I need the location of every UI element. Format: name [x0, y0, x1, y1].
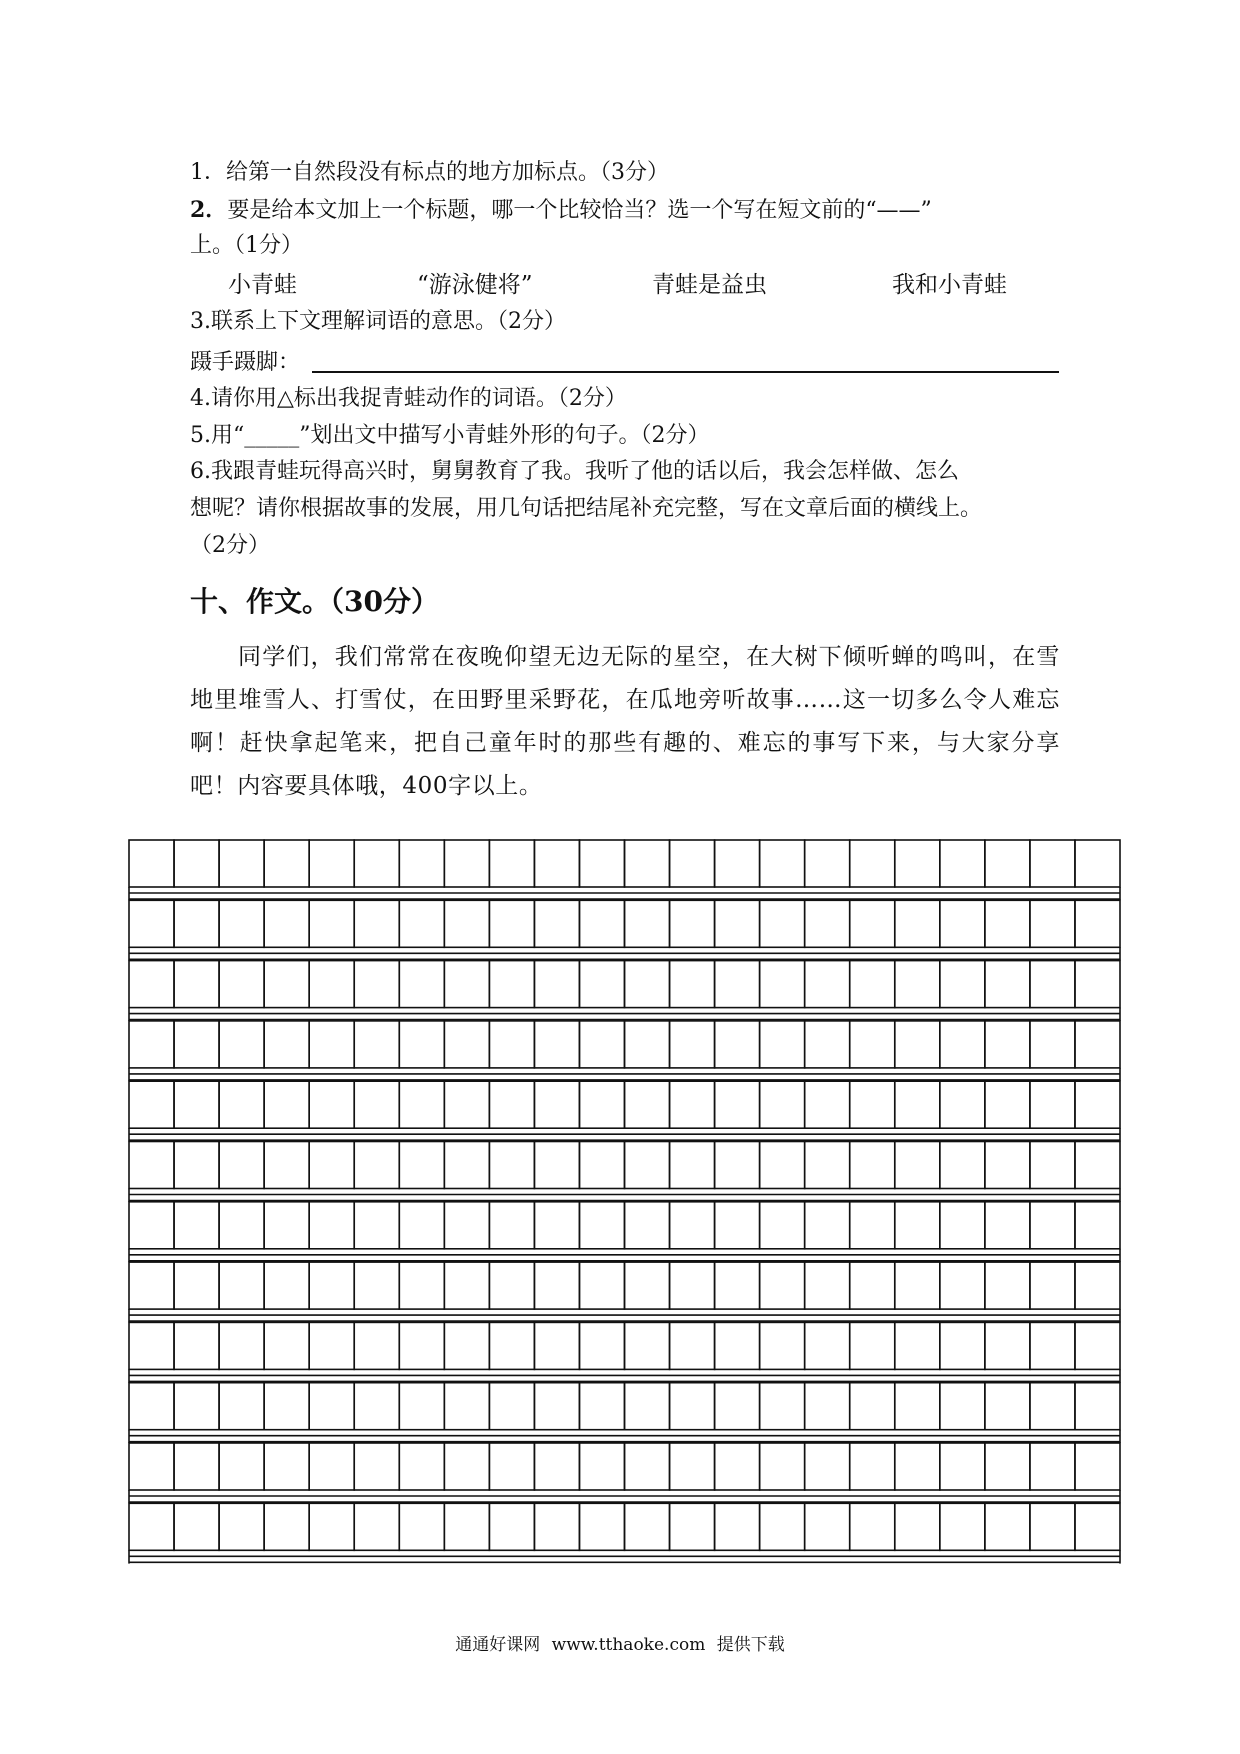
grid-cell[interactable] [354, 961, 399, 1008]
grid-cell[interactable] [670, 840, 715, 887]
grid-cell[interactable] [805, 1142, 850, 1189]
grid-cell[interactable] [219, 1262, 264, 1309]
grid-cell[interactable] [579, 1081, 624, 1128]
grid-cell[interactable] [444, 1021, 489, 1068]
grid-cell[interactable] [354, 1262, 399, 1309]
grid-cell[interactable] [309, 961, 354, 1008]
grid-cell[interactable] [670, 900, 715, 947]
grid-cell[interactable] [579, 1503, 624, 1550]
grid-cell[interactable] [129, 1202, 174, 1249]
grid-cell[interactable] [805, 1021, 850, 1068]
grid-cell[interactable] [399, 1021, 444, 1068]
grid-cell[interactable] [489, 1202, 534, 1249]
grid-cell[interactable] [1075, 1443, 1120, 1490]
grid-cell[interactable] [1030, 1262, 1075, 1309]
grid-cell[interactable] [174, 840, 219, 887]
question-2-text: 要是给本文加上一个标题，哪一个比较恰当？选一个写在短文前的“——” [227, 198, 932, 223]
grid-cell[interactable] [354, 1383, 399, 1430]
grid-cell[interactable] [1030, 1503, 1075, 1550]
grid-cell[interactable] [895, 1383, 940, 1430]
grid-cell[interactable] [264, 1503, 309, 1550]
grid-cell[interactable] [940, 1443, 985, 1490]
grid-cell[interactable] [895, 1081, 940, 1128]
footer [0, 1633, 1240, 1657]
grid-cell[interactable] [534, 1443, 579, 1490]
grid-cell[interactable] [174, 1081, 219, 1128]
grid-cell[interactable] [489, 1322, 534, 1369]
grid-cell[interactable] [264, 1443, 309, 1490]
grid-cell[interactable] [850, 1262, 895, 1309]
grid-cell[interactable] [805, 1081, 850, 1128]
grid-cell[interactable] [805, 1322, 850, 1369]
grid-cell[interactable] [760, 1081, 805, 1128]
grid-cell[interactable] [264, 1142, 309, 1189]
grid-cell[interactable] [219, 1021, 264, 1068]
grid-cell[interactable] [264, 1021, 309, 1068]
grid-cell[interactable] [309, 1142, 354, 1189]
grid-cell[interactable] [985, 1383, 1030, 1430]
grid-cell[interactable] [1075, 961, 1120, 1008]
grid-cell[interactable] [670, 1202, 715, 1249]
footer-site: 通通好课网 [455, 1635, 541, 1655]
grid-cell[interactable] [129, 1142, 174, 1189]
grid-cell[interactable] [625, 1322, 670, 1369]
grid-cell[interactable] [489, 1383, 534, 1430]
grid-cell[interactable] [399, 840, 444, 887]
grid-cell[interactable] [670, 1322, 715, 1369]
grid-cell[interactable] [895, 900, 940, 947]
grid-cell[interactable] [625, 1383, 670, 1430]
grid-cell[interactable] [1030, 1142, 1075, 1189]
grid-row [129, 840, 1120, 900]
grid-cell[interactable] [129, 961, 174, 1008]
grid-cell[interactable] [895, 840, 940, 887]
grid-cell[interactable] [129, 1021, 174, 1068]
grid-cell[interactable] [399, 1383, 444, 1430]
grid-cell[interactable] [850, 1443, 895, 1490]
grid-row [129, 1383, 1120, 1443]
grid-cell[interactable] [174, 1383, 219, 1430]
grid-cell[interactable] [715, 1202, 760, 1249]
grid-cell[interactable] [1075, 1081, 1120, 1128]
grid-cell[interactable] [625, 1081, 670, 1128]
grid-cell[interactable] [129, 1262, 174, 1309]
grid-cell[interactable] [715, 1503, 760, 1550]
grid-cell[interactable] [489, 840, 534, 887]
option-4: 我和小青蛙 [892, 272, 1007, 298]
grid-cell[interactable] [444, 1443, 489, 1490]
grid-row [129, 1021, 1120, 1081]
grid-cell[interactable] [1030, 1443, 1075, 1490]
grid-cell[interactable] [985, 1142, 1030, 1189]
grid-cell[interactable] [850, 961, 895, 1008]
grid-cell[interactable] [670, 1503, 715, 1550]
grid-cell[interactable] [444, 1202, 489, 1249]
grid-cell[interactable] [579, 1383, 624, 1430]
grid-cell[interactable] [489, 1262, 534, 1309]
option-3: 青蛙是益虫 [652, 272, 767, 298]
grid-cell[interactable] [444, 900, 489, 947]
grid-cell[interactable] [579, 1202, 624, 1249]
grid-row [129, 1081, 1120, 1141]
grid-cell[interactable] [985, 1503, 1030, 1550]
composition-title: 十、作文。（30分） [190, 585, 439, 618]
grid-cell[interactable] [1030, 1081, 1075, 1128]
grid-cell[interactable] [174, 1202, 219, 1249]
grid-cell[interactable] [129, 1081, 174, 1128]
option-1: 小青蛙 [228, 272, 297, 298]
grid-cell[interactable] [760, 1142, 805, 1189]
grid-cell[interactable] [129, 1322, 174, 1369]
grid-cell[interactable] [625, 840, 670, 887]
grid-cell[interactable] [625, 1443, 670, 1490]
grid-cell[interactable] [534, 1503, 579, 1550]
grid-cell[interactable] [354, 1021, 399, 1068]
question-6-line-2: 想呢？请你根据故事的发展，用几句话把结尾补充完整，写在文章后面的横线上。 [190, 496, 983, 521]
grid-cell[interactable] [940, 1262, 985, 1309]
grid-cell[interactable] [850, 900, 895, 947]
grid-cell[interactable] [489, 1503, 534, 1550]
grid-cell[interactable] [174, 961, 219, 1008]
grid-cell[interactable] [850, 840, 895, 887]
grid-cell[interactable] [985, 1322, 1030, 1369]
grid-cell[interactable] [399, 1443, 444, 1490]
grid-cell[interactable] [264, 1383, 309, 1430]
grid-cell[interactable] [940, 1322, 985, 1369]
grid-cell[interactable] [850, 1202, 895, 1249]
grid-cell[interactable] [1075, 1021, 1120, 1068]
grid-cell[interactable] [805, 840, 850, 887]
grid-cell[interactable] [309, 1383, 354, 1430]
grid-cell[interactable] [760, 1322, 805, 1369]
grid-cell[interactable] [985, 1262, 1030, 1309]
grid-cell[interactable] [805, 961, 850, 1008]
grid-row [129, 1262, 1120, 1322]
grid-cell[interactable] [444, 1322, 489, 1369]
grid-cell[interactable] [670, 1021, 715, 1068]
grid-cell[interactable] [985, 1081, 1030, 1128]
grid-cell[interactable] [895, 1262, 940, 1309]
grid-cell[interactable] [399, 1322, 444, 1369]
grid-cell[interactable] [1075, 1322, 1120, 1369]
grid-cell[interactable] [129, 840, 174, 887]
grid-cell[interactable] [354, 1443, 399, 1490]
grid-cell[interactable] [354, 1503, 399, 1550]
grid-cell[interactable] [670, 1443, 715, 1490]
grid-cell[interactable] [579, 900, 624, 947]
grid-cell[interactable] [760, 900, 805, 947]
grid-cell[interactable] [1030, 1383, 1075, 1430]
grid-cell[interactable] [219, 1142, 264, 1189]
grid-cell[interactable] [444, 961, 489, 1008]
grid-cell[interactable] [219, 1081, 264, 1128]
grid-cell[interactable] [534, 1081, 579, 1128]
grid-cell[interactable] [850, 1503, 895, 1550]
grid-cell[interactable] [850, 1081, 895, 1128]
grid-cell[interactable] [805, 1202, 850, 1249]
grid-cell[interactable] [174, 1021, 219, 1068]
grid-cell[interactable] [715, 1142, 760, 1189]
grid-cell[interactable] [805, 900, 850, 947]
grid-cell[interactable] [625, 1142, 670, 1189]
grid-cell[interactable] [174, 1443, 219, 1490]
grid-cell[interactable] [534, 1383, 579, 1430]
question-5: 5.用“_____”划出文中描写小青蛙外形的句子。（2分） [190, 423, 710, 448]
grid-cell[interactable] [579, 840, 624, 887]
grid-cell[interactable] [670, 1081, 715, 1128]
grid-row [129, 1503, 1120, 1563]
grid-cell[interactable] [760, 1021, 805, 1068]
grid-cell[interactable] [715, 961, 760, 1008]
grid-cell[interactable] [1030, 840, 1075, 887]
grid-cell[interactable] [444, 840, 489, 887]
grid-cell[interactable] [354, 840, 399, 887]
grid-cell[interactable] [264, 1202, 309, 1249]
grid-cell[interactable] [895, 961, 940, 1008]
grid-row [129, 1202, 1120, 1262]
grid-cell[interactable] [760, 1262, 805, 1309]
grid-cell[interactable] [399, 1262, 444, 1309]
question-6-line-1: 6.我跟青蛙玩得高兴时，舅舅教育了我。我听了他的话以后，我会怎样做、怎么 [190, 459, 959, 484]
grid-cell[interactable] [129, 1503, 174, 1550]
grid-cell[interactable] [985, 961, 1030, 1008]
grid-cell[interactable] [174, 1503, 219, 1550]
grid-cell[interactable] [625, 961, 670, 1008]
grid-cell[interactable] [940, 840, 985, 887]
grid-cell[interactable] [1030, 1322, 1075, 1369]
grid-cell[interactable] [715, 1443, 760, 1490]
grid-cell[interactable] [579, 1021, 624, 1068]
grid-cell[interactable] [129, 1443, 174, 1490]
grid-cell[interactable] [264, 1081, 309, 1128]
grid-cell[interactable] [760, 1202, 805, 1249]
grid-cell[interactable] [670, 1262, 715, 1309]
question-6-line-3: （2分） [190, 533, 270, 558]
grid-cell[interactable] [895, 1322, 940, 1369]
grid-cell[interactable] [715, 1262, 760, 1309]
grid-cell[interactable] [219, 1202, 264, 1249]
grid-cell[interactable] [1030, 900, 1075, 947]
grid-cell[interactable] [309, 1021, 354, 1068]
grid-cell[interactable] [1030, 961, 1075, 1008]
grid-row [129, 1322, 1120, 1382]
grid-cell[interactable] [354, 900, 399, 947]
grid-cell[interactable] [309, 1503, 354, 1550]
grid-cell[interactable] [219, 840, 264, 887]
grid-cell[interactable] [309, 1443, 354, 1490]
question-1: 1．给第一自然段没有标点的地方加标点。（3分） [190, 160, 669, 185]
grid-cell[interactable] [940, 961, 985, 1008]
grid-cell[interactable] [309, 1081, 354, 1128]
grid-cell[interactable] [850, 1142, 895, 1189]
grid-cell[interactable] [264, 1262, 309, 1309]
grid-cell[interactable] [895, 1021, 940, 1068]
grid-cell[interactable] [715, 1081, 760, 1128]
grid-cell[interactable] [895, 1142, 940, 1189]
grid-cell[interactable] [399, 1503, 444, 1550]
grid-cell[interactable] [670, 1383, 715, 1430]
grid-cell[interactable] [489, 1081, 534, 1128]
grid-cell[interactable] [760, 1443, 805, 1490]
grid-cell[interactable] [444, 1142, 489, 1189]
grid-cell[interactable] [354, 1142, 399, 1189]
grid-cell[interactable] [534, 1142, 579, 1189]
grid-cell[interactable] [1075, 1142, 1120, 1189]
grid-cell[interactable] [625, 900, 670, 947]
composition-prompt: 同学们，我们常常在夜晚仰望无边无际的星空，在大树下倾听蝉的鸣叫，在雪地里堆雪人、打雪仗，在田野里采野花，在瓜地旁听故事……这一切多么令人难忘啊！赶快拿起笔来，把自己童年时的那些有趣的、难忘的事写下来，与大家分享吧！内容要具体哦，400字以上。 [190, 644, 1060, 799]
grid-cell[interactable] [354, 1322, 399, 1369]
grid-cell[interactable] [399, 900, 444, 947]
grid-cell[interactable] [670, 1142, 715, 1189]
grid-cell[interactable] [174, 900, 219, 947]
grid-cell[interactable] [940, 1503, 985, 1550]
grid-cell[interactable] [174, 1142, 219, 1189]
grid-cell[interactable] [1030, 1202, 1075, 1249]
grid-cell[interactable] [985, 1443, 1030, 1490]
grid-cell[interactable] [219, 961, 264, 1008]
grid-cell[interactable] [715, 840, 760, 887]
grid-cell[interactable] [399, 1081, 444, 1128]
grid-cell[interactable] [625, 1202, 670, 1249]
grid-cell[interactable] [805, 1443, 850, 1490]
grid-cell[interactable] [489, 961, 534, 1008]
grid-cell[interactable] [444, 1262, 489, 1309]
grid-cell[interactable] [534, 900, 579, 947]
option-2: “游泳健将” [417, 272, 533, 298]
grid-cell[interactable] [670, 961, 715, 1008]
grid-cell[interactable] [625, 1503, 670, 1550]
grid-cell[interactable] [489, 1443, 534, 1490]
grid-cell[interactable] [940, 1142, 985, 1189]
grid-cell[interactable] [1075, 1503, 1120, 1550]
grid-cell[interactable] [534, 840, 579, 887]
grid-cell[interactable] [309, 1262, 354, 1309]
grid-cell[interactable] [579, 1322, 624, 1369]
grid-cell[interactable] [354, 1202, 399, 1249]
grid-cell[interactable] [805, 1262, 850, 1309]
grid-cell[interactable] [264, 900, 309, 947]
grid-cell[interactable] [1030, 1021, 1075, 1068]
grid-cell[interactable] [1075, 1262, 1120, 1309]
grid-cell[interactable] [534, 961, 579, 1008]
grid-row [129, 900, 1120, 960]
grid-cell[interactable] [309, 900, 354, 947]
grid-cell[interactable] [579, 1262, 624, 1309]
grid-cell[interactable] [625, 1262, 670, 1309]
question-3: 3.联系上下文理解词语的意思。（2分） [190, 309, 566, 334]
footer-suffix: 提供下载 [716, 1635, 785, 1655]
grid-cell[interactable] [715, 1383, 760, 1430]
grid-cell[interactable] [174, 1322, 219, 1369]
grid-cell[interactable] [399, 1142, 444, 1189]
grid-cell[interactable] [715, 1322, 760, 1369]
grid-cell[interactable] [895, 1202, 940, 1249]
grid-cell[interactable] [940, 1021, 985, 1068]
grid-cell[interactable] [489, 1021, 534, 1068]
grid-cell[interactable] [399, 1202, 444, 1249]
grid-cell[interactable] [309, 840, 354, 887]
question-4: 4.请你用△标出我捉青蛙动作的词语。（2分） [190, 386, 627, 411]
grid-cell[interactable] [985, 900, 1030, 947]
grid-cell[interactable] [760, 961, 805, 1008]
grid-cell[interactable] [534, 1262, 579, 1309]
grid-cell[interactable] [760, 1383, 805, 1430]
grid-cell[interactable] [444, 1081, 489, 1128]
grid-cell[interactable] [309, 1322, 354, 1369]
grid-cell[interactable] [354, 1081, 399, 1128]
footer-url: www.tthaoke.com [551, 1635, 706, 1655]
grid-cell[interactable] [1075, 1383, 1120, 1430]
grid-cell[interactable] [534, 1021, 579, 1068]
grid-cell[interactable] [129, 900, 174, 947]
grid-cell[interactable] [129, 1383, 174, 1430]
grid-row [129, 1142, 1120, 1202]
grid-cell[interactable] [579, 1443, 624, 1490]
grid-cell[interactable] [715, 1021, 760, 1068]
grid-cell[interactable] [625, 1021, 670, 1068]
grid-cell[interactable] [264, 840, 309, 887]
grid-cell[interactable] [940, 1202, 985, 1249]
grid-cell[interactable] [850, 1383, 895, 1430]
grid-cell[interactable] [264, 1322, 309, 1369]
grid-cell[interactable] [309, 1202, 354, 1249]
grid-cell[interactable] [715, 900, 760, 947]
grid-cell[interactable] [895, 1443, 940, 1490]
grid-cell[interactable] [219, 1503, 264, 1550]
grid-cell[interactable] [760, 840, 805, 887]
grid-row [129, 1443, 1120, 1503]
grid-cell[interactable] [534, 1322, 579, 1369]
grid-cell[interactable] [399, 961, 444, 1008]
grid-cell[interactable] [985, 1021, 1030, 1068]
grid-cell[interactable] [534, 1202, 579, 1249]
grid-cell[interactable] [444, 1503, 489, 1550]
question-2-number: 2． [190, 197, 228, 223]
grid-cell[interactable] [219, 1443, 264, 1490]
grid-cell[interactable] [219, 1322, 264, 1369]
question-3-word: 蹑手蹑脚： [190, 350, 301, 375]
grid-row [129, 961, 1120, 1021]
grid-cell[interactable] [940, 1383, 985, 1430]
grid-cell[interactable] [579, 1142, 624, 1189]
grid-cell[interactable] [940, 1081, 985, 1128]
grid-cell[interactable] [895, 1503, 940, 1550]
grid-cell[interactable] [489, 900, 534, 947]
grid-cell[interactable] [850, 1322, 895, 1369]
grid-cell[interactable] [805, 1383, 850, 1430]
question-2-continued: 上。（1分） [190, 233, 303, 258]
grid-cell[interactable] [444, 1383, 489, 1430]
grid-cell[interactable] [264, 961, 309, 1008]
grid-cell[interactable] [1075, 900, 1120, 947]
grid-cell[interactable] [219, 900, 264, 947]
grid-cell[interactable] [579, 961, 624, 1008]
grid-cell[interactable] [1075, 1202, 1120, 1249]
grid-cell[interactable] [805, 1503, 850, 1550]
grid-cell[interactable] [760, 1503, 805, 1550]
grid-cell[interactable] [219, 1383, 264, 1430]
grid-cell[interactable] [985, 1202, 1030, 1249]
grid-cell[interactable] [489, 1142, 534, 1189]
grid-cell[interactable] [174, 1262, 219, 1309]
grid-cell[interactable] [1075, 840, 1120, 887]
grid-cell[interactable] [985, 840, 1030, 887]
grid-cell[interactable] [940, 900, 985, 947]
grid-cell[interactable] [850, 1021, 895, 1068]
